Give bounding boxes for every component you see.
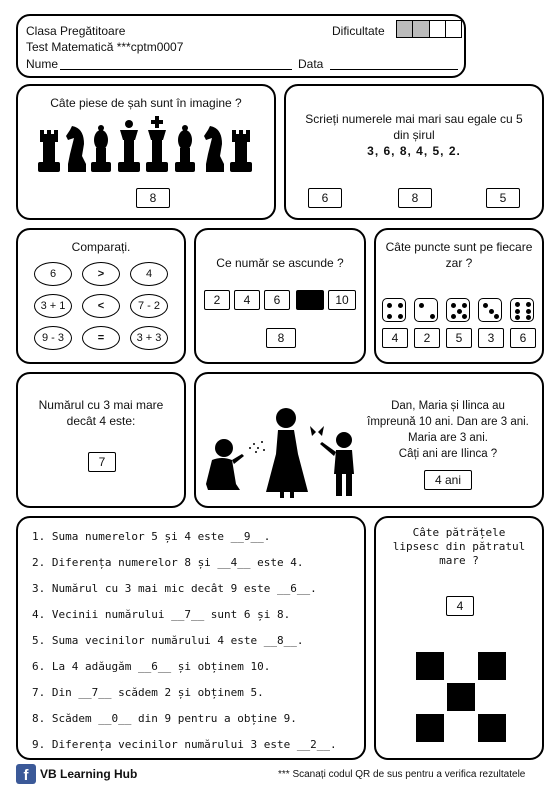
sentence-5: 5. Suma vecinilor numărului 4 este __8__. — [32, 634, 304, 647]
compare-right-2: 7 - 2 — [130, 294, 168, 318]
name-label: Nume — [26, 57, 59, 71]
compare-sign-1[interactable]: > — [82, 262, 120, 286]
compare-left-2: 3 + 1 — [34, 294, 72, 318]
difficulty-meter — [396, 20, 462, 38]
die-pip — [451, 314, 456, 319]
ages-line4: Câți ani are Ilinca ? — [398, 448, 498, 460]
class-label: Clasa Pregătitoare — [26, 24, 126, 38]
ages-line3: Maria are 3 ani. — [408, 432, 488, 444]
die-pip — [387, 314, 392, 319]
facebook-icon: f — [16, 764, 36, 784]
greater-answer-3[interactable]: 5 — [486, 188, 520, 208]
sentence-7: 7. Din __7__ scădem 2 și obținem 5. — [32, 686, 264, 699]
sentence-9: 9. Diferența vecinilor numărului 3 este __2__. — [32, 738, 337, 751]
die-pip — [462, 314, 467, 319]
compare-right-3: 3 + 3 — [130, 326, 168, 350]
pattern-square — [416, 652, 444, 680]
squares-question-line1: Câte pătrățele — [412, 526, 506, 539]
pattern-square — [478, 652, 506, 680]
dice-answer-5[interactable]: 6 — [510, 328, 536, 348]
sentence-1: 1. Suma numerelor 5 și 4 este __9__. — [32, 530, 271, 543]
plus3-answer[interactable]: 7 — [88, 452, 116, 472]
dice-answer-1[interactable]: 4 — [382, 328, 408, 348]
die-pip — [451, 303, 456, 308]
hidden-answer[interactable]: 8 — [266, 328, 296, 348]
pattern-square — [447, 683, 475, 711]
hidden-seq-3: 6 — [264, 290, 290, 310]
compare-sign-2[interactable]: < — [82, 294, 120, 318]
sentence-6: 6. La 4 adăugăm __6__ și obținem 10. — [32, 660, 271, 673]
plus3-box — [16, 372, 186, 508]
difficulty-cell — [446, 20, 462, 38]
squares-question-line2: lipsesc din pătratul — [392, 540, 526, 553]
hidden-question: Ce număr se ascunde ? — [216, 256, 344, 270]
compare-title: Comparați. — [71, 240, 131, 254]
sentence-3: 3. Numărul cu 3 mai mic decât 9 este __6__. — [32, 582, 317, 595]
sentence-4: 4. Vecinii numărului __7__ sunt 6 și 8. — [32, 608, 291, 621]
rook-icon — [38, 130, 60, 172]
bishop-icon — [91, 125, 111, 172]
greater-box — [284, 84, 544, 220]
die-pip — [515, 309, 520, 314]
greater-sequence: 3, 6, 8, 4, 5, 2. — [367, 144, 461, 158]
difficulty-cell — [430, 20, 446, 38]
compare-box — [16, 228, 186, 364]
squares-answer[interactable]: 4 — [446, 596, 474, 616]
compare-left-1: 6 — [34, 262, 72, 286]
hidden-seq-5: 10 — [328, 290, 356, 310]
chess-question: Câte piese de șah sunt în imagine ? — [50, 96, 242, 110]
die-icon — [510, 298, 534, 322]
hidden-box — [194, 228, 366, 364]
difficulty-cell — [413, 20, 429, 38]
difficulty-cell — [396, 20, 413, 38]
ages-line2: împreună 10 ani. Dan are 3 ani. — [367, 416, 529, 428]
compare-left-3: 9 - 3 — [34, 326, 72, 350]
header-box — [16, 14, 466, 78]
dice-answer-2[interactable]: 2 — [414, 328, 440, 348]
dandelion-seeds-icon — [249, 441, 265, 453]
kids-silhouettes — [202, 404, 362, 502]
squares-question-line3: mare ? — [439, 554, 479, 567]
plus3-question-line1: Numărul cu 3 mai mare — [38, 398, 164, 412]
ages-box — [194, 372, 544, 508]
footer-brand: VB Learning Hub — [40, 767, 138, 781]
die-pip — [419, 303, 424, 308]
girl-silhouette-icon — [206, 439, 244, 490]
sentence-2: 2. Diferența numerelor 8 și __4__ este 4. — [32, 556, 304, 569]
queen-icon — [118, 120, 140, 172]
die-pip — [515, 315, 520, 320]
sentence-8: 8. Scădem __0__ din 9 pentru a obține 9. — [32, 712, 297, 725]
dice-box — [374, 228, 544, 364]
squares-box — [374, 516, 544, 760]
king-icon — [146, 116, 168, 172]
plus3-question-line2: decât 4 este: — [66, 414, 136, 428]
dice-row — [382, 298, 542, 324]
die-pip — [457, 309, 462, 314]
die-icon — [382, 298, 406, 322]
greater-question-line2: din șirul — [393, 128, 435, 142]
compare-sign-3[interactable]: = — [82, 326, 120, 350]
die-pip — [387, 303, 392, 308]
die-pip — [398, 314, 403, 319]
die-icon — [478, 298, 502, 322]
rook-icon — [230, 130, 252, 172]
date-label: Data — [298, 57, 324, 71]
bishop-icon — [175, 125, 195, 172]
dice-question-line1: Câte puncte sunt pe fiecare — [385, 240, 533, 254]
die-pip — [430, 314, 435, 319]
difficulty-label: Dificultate — [332, 24, 385, 38]
hidden-seq-1: 2 — [204, 290, 230, 310]
date-field[interactable] — [330, 69, 458, 70]
chess-answer[interactable]: 8 — [136, 188, 170, 208]
greater-answer-1[interactable]: 6 — [308, 188, 342, 208]
pattern-square — [478, 714, 506, 742]
pattern-square — [416, 714, 444, 742]
hidden-seq-2: 4 — [234, 290, 260, 310]
test-label: Test Matematică ***cptm0007 — [26, 40, 184, 54]
die-pip — [526, 302, 531, 307]
ages-line1: Dan, Maria și Ilinca au — [391, 400, 505, 412]
hidden-seq-blank — [296, 290, 324, 310]
footer-note: *** Scanați codul QR de sus pentru a verifica rezultatele — [278, 769, 526, 780]
dice-answer-4[interactable]: 3 — [478, 328, 504, 348]
dice-question-line2: zar ? — [445, 256, 473, 270]
ages-answer[interactable]: 4 ani — [424, 470, 472, 490]
die-pip — [494, 314, 499, 319]
greater-answer-2[interactable]: 8 — [398, 188, 432, 208]
girl-dress-silhouette-icon — [266, 408, 308, 498]
greater-question-line1: Scrieți numerele mai mari sau egale cu 5 — [305, 112, 523, 126]
die-pip — [526, 309, 531, 314]
die-pip — [489, 309, 494, 314]
boy-silhouette-icon — [320, 432, 354, 496]
knight-icon — [204, 126, 224, 172]
dice-answer-3[interactable]: 5 — [446, 328, 472, 348]
die-pip — [526, 315, 531, 320]
die-pip — [462, 303, 467, 308]
butterfly-icon — [310, 426, 324, 436]
die-icon — [446, 298, 470, 322]
die-pip — [483, 303, 488, 308]
die-icon — [414, 298, 438, 322]
name-field[interactable] — [60, 69, 292, 70]
compare-right-1: 4 — [130, 262, 168, 286]
die-pip — [398, 303, 403, 308]
knight-icon — [66, 126, 86, 172]
sentences-box — [16, 516, 366, 760]
chess-pieces — [34, 116, 258, 176]
die-pip — [515, 302, 520, 307]
chess-box — [16, 84, 276, 220]
